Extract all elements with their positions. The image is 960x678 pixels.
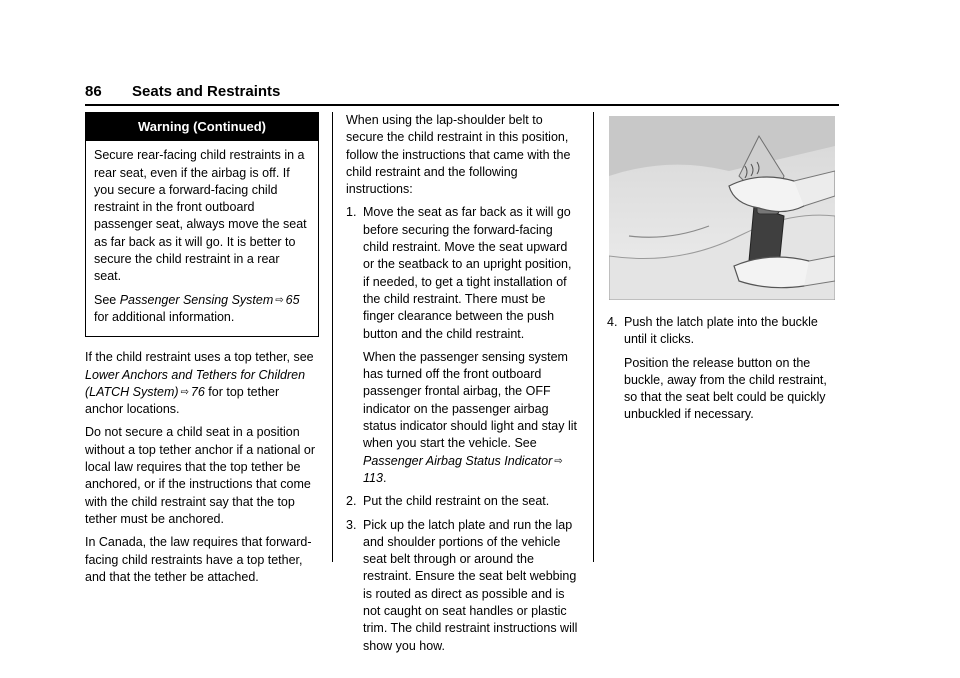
reference-page-number: 76 [190, 384, 205, 399]
list-item [346, 517, 578, 655]
body-paragraph: Do not secure a child seat in a position without a top tether anchor if a national or local law requires that the top tether be anchored, or if the instructions that come with the child restraint say that the top tether must be anchored. [85, 425, 316, 526]
list-item [607, 314, 838, 424]
warning-title: Warning (Continued) [86, 113, 318, 141]
buckle-illustration [609, 116, 835, 300]
step-text: Position the release button on the buckle, away from the child restraint, so that the seat belt could be quickly unbuckled if necessary. [624, 355, 827, 422]
warning-body [86, 141, 318, 336]
column-divider [593, 112, 594, 562]
reference-page-number: 65 [285, 292, 300, 307]
column-2 [346, 112, 578, 661]
step-text: Move the seat as far back as it will go before securing the forward-facing child restraint. Move the seat upward or the seatback to an upright position, if needed, to get a tight installation of the child restraint. There must be finger clearance between the push button and the child restraint. [363, 205, 572, 341]
step-number: 2. [346, 494, 357, 509]
warning-paragraph: Secure rear-facing child restraints in a rear seat, even if the airbag is off. If you secure a forward-facing child restraint in the front outboard passenger seat, always move the seat as far back as it will go. It is better to secure the child restraint in a rear seat. [94, 148, 307, 284]
warning-paragraph: See Passenger Sensing System ⇨ 65 for additional information. [94, 292, 300, 324]
intro-paragraph: When using the lap-shoulder belt to secure the child restraint in this position, follow the instructions that came with the child restraint and the following instructions: [346, 113, 571, 197]
step-number: 3. [346, 517, 357, 532]
step-text: Put the child restraint on the seat. [363, 494, 550, 509]
body-paragraph: If the child restraint uses a top tether, see Lower Anchors and Tethers for Children (LATCH System) ⇨ 76 for top tether anchor locations. [85, 350, 314, 417]
page-number: 86 [85, 83, 102, 100]
body-paragraph: In Canada, the law requires that forward-facing child restraints have a top tether, and that the tether be attached. [85, 535, 312, 584]
page-reference-arrow-icon: ⇨ [554, 455, 563, 467]
step-text: When the passenger sensing system has turned off the front outboard passenger frontal airbag, the OFF indicator on the passenger airbag status indicator should light and stay lit when you start the vehicle. See Passenger Airbag Status Indicator ⇨113. [363, 349, 578, 485]
column-3 [607, 112, 838, 430]
warning-box [85, 112, 319, 337]
step-number: 4. [607, 315, 618, 329]
instruction-list [346, 204, 578, 654]
list-item [346, 204, 578, 487]
instruction-list-continued [607, 314, 838, 424]
step-text: Push the latch plate into the buckle until it clicks. [624, 315, 818, 347]
page-reference-arrow-icon: ⇨ [275, 294, 284, 306]
header-rule [85, 104, 839, 106]
cross-reference-link[interactable]: Passenger Sensing System [119, 292, 274, 307]
section-title: Seats and Restraints [132, 83, 281, 100]
list-item [346, 493, 578, 510]
cross-reference-link[interactable]: Lower Anchors and Tethers for Children (LATCH System) [85, 367, 306, 399]
step-number: 1. [346, 205, 357, 220]
step-text: Pick up the latch plate and run the lap and shoulder portions of the vehicle seat belt through or around the restraint. Ensure the seat belt webbing is routed as direct as possible and is not caught on seat handles or plastic trim. The child restraint instructions will show you how. [363, 517, 578, 653]
column-divider [332, 112, 333, 562]
reference-page-number: 113 [363, 470, 383, 485]
buckle-illustration-drawing [609, 116, 835, 300]
page-header [85, 83, 839, 105]
column-1 [85, 112, 319, 592]
cross-reference-link[interactable]: Passenger Airbag Status Indicator [363, 453, 553, 468]
page-reference-arrow-icon: ⇨ [180, 386, 189, 398]
